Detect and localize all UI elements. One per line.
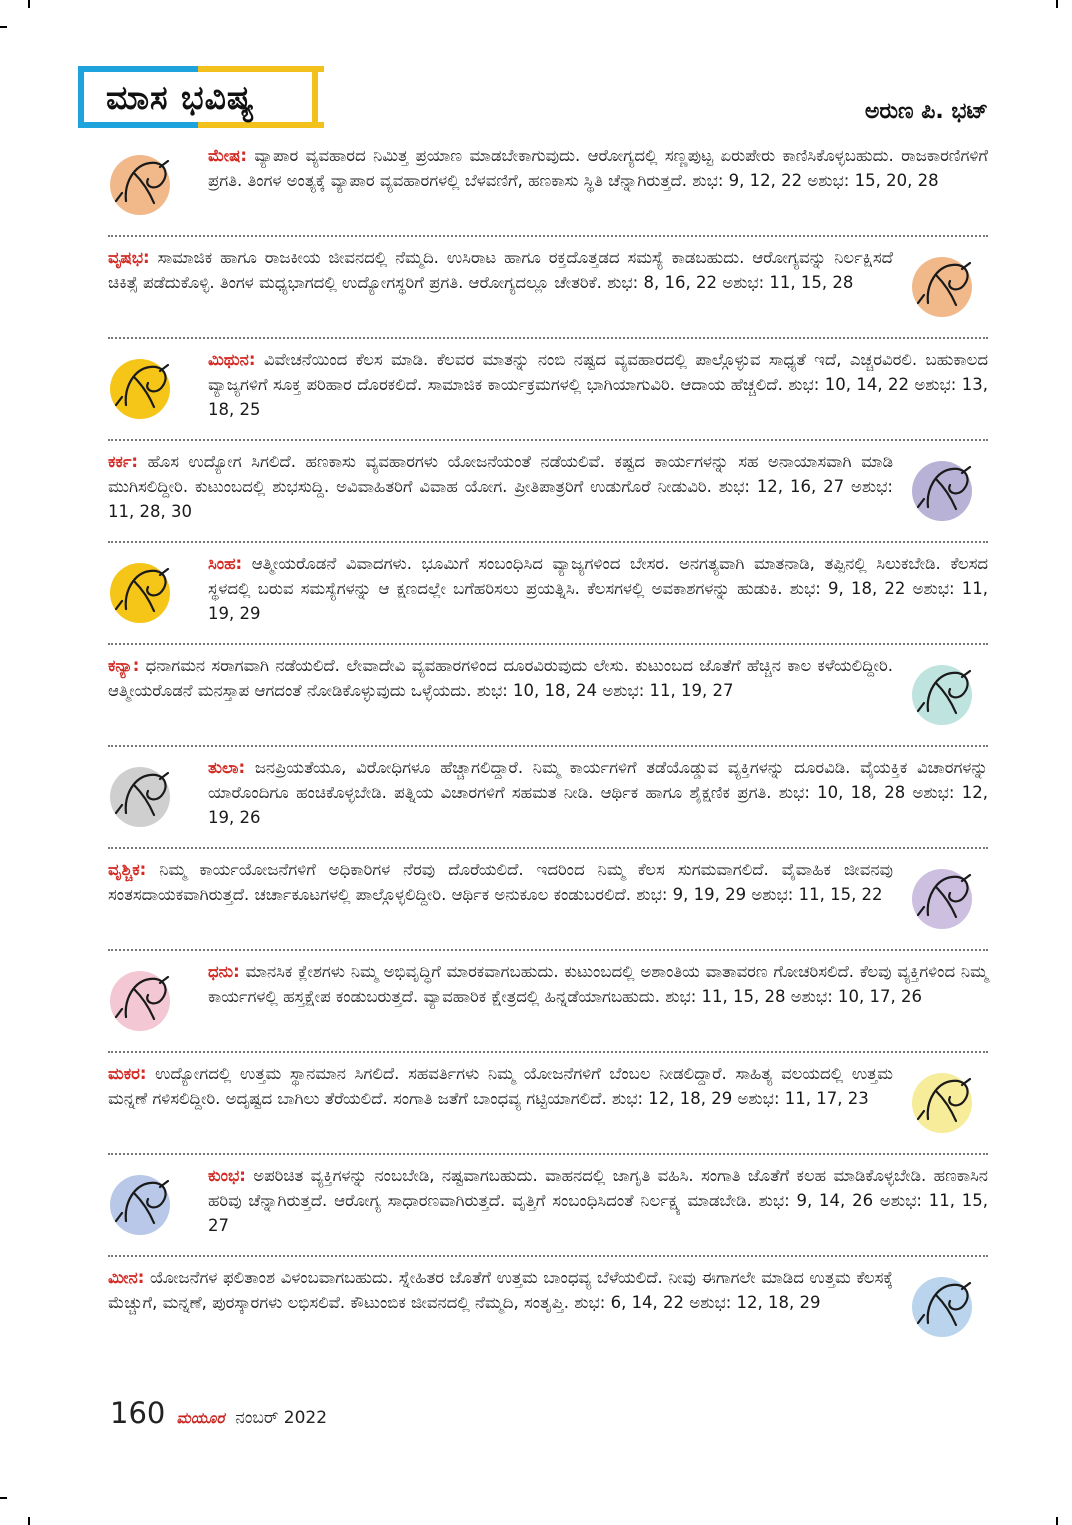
horoscope-entry <box>108 1265 988 1345</box>
prediction-text: ಯೋಜನೆಗಳ ಫಲಿತಾಂಶ ವಿಳಂಬವಾಗಬಹುದು. ಸ್ನೇಹಿತರ ಜೊತೆಗೆ ಉತ್ತಮ ಬಾಂಧವ್ಯ ಬೆಳೆಯಲಿದೆ. ನೀವು ಈಗಾಗಲೇ ಮಾಡಿದ ಉತ್ತಮ ಕೆಲಸಕ್ಕೆ ಮೆಚ್ಚುಗೆ, ಮನ್ನಣೆ, ಪುರಸ್ಕಾರಗಳು ಲಭಿಸಲಿವೆ. ಕೌಟುಂಬಿಕ ಜೀವನದಲ್ಲಿ ನೆಮ್ಮದಿ, ಸಂತೃಪ್ತಿ. ಶುಭ: 6, 14, 22 ಅಶುಭ: 12, 18, 29 <box>108 1268 893 1312</box>
horoscope-entry <box>108 449 988 529</box>
crop-mark <box>0 1497 7 1499</box>
horoscope-text <box>108 857 893 907</box>
horoscope-text <box>208 551 988 626</box>
ram-icon <box>104 143 184 223</box>
zodiac-sign-name: ಮಕರ: <box>108 1064 147 1083</box>
crop-mark <box>1056 0 1058 8</box>
horoscope-text <box>108 1061 893 1111</box>
horoscope-entry <box>108 1163 988 1243</box>
horoscope-entry <box>108 755 988 835</box>
prediction-text: ಉದ್ಯೋಗದಲ್ಲಿ ಉತ್ತಮ ಸ್ಥಾನಮಾನ ಸಿಗಲಿದೆ. ಸಹವರ್ತಿಗಳು ನಿಮ್ಮ ಯೋಜನೆಗಳಿಗೆ ಬೆಂಬಲ ನೀಡಲಿದ್ದಾರೆ. ಸಾಹಿತ್ಯ ವಲಯದಲ್ಲಿ ಉತ್ತಮ ಮನ್ನಣೆ ಗಳಿಸಲಿದ್ದೀರಿ. ಅದೃಷ್ಟದ ಬಾಗಿಲು ತೆರೆಯಲಿದೆ. ಸಂಗಾತಿ ಜತೆಗೆ ಬಾಂಧವ್ಯ ಗಟ್ಟಿಯಾಗಲಿದೆ. ಶುಭ: 12, 18, 29 ಅಶುಭ: 11, 17, 23 <box>108 1064 893 1108</box>
dotted-separator <box>108 1255 988 1257</box>
zodiac-sign-name: ಮೀನ: <box>108 1268 145 1287</box>
zodiac-sign-name: ಕರ್ಕ: <box>108 452 138 471</box>
horoscope-text <box>208 143 988 193</box>
scales-icon <box>104 755 184 835</box>
horoscope-entry <box>108 857 988 937</box>
magazine-name: ಮಯೂರ <box>176 1409 225 1427</box>
zodiac-sign-name: ಸಿಂಹ: <box>208 554 243 573</box>
dotted-separator <box>108 949 988 951</box>
prediction-text: ಮಾನಸಿಕ ಕ್ಲೇಶಗಳು ನಿಮ್ಮ ಅಭಿವೃದ್ಧಿಗೆ ಮಾರಕವಾಗಬಹುದು. ಕುಟುಂಬದಲ್ಲಿ ಅಶಾಂತಿಯ ವಾತಾವರಣ ಗೋಚರಿಸಲಿದೆ. ಕೆಲವು ವ್ಯಕ್ತಿಗಳಿಂದ ನಿಮ್ಮ ಕಾರ್ಯಗಳಲ್ಲಿ ಹಸ್ತಕ್ಷೇಪ ಕಂಡುಬರುತ್ತದೆ. ವ್ಯಾವಹಾರಿಕ ಕ್ಷೇತ್ರದಲ್ಲಿ ಹಿನ್ನಡೆಯಾಗಬಹುದು. ಶುಭ: 11, 15, 28 ಅಶುಭ: 10, 17, 26 <box>208 962 988 1006</box>
prediction-text: ಅಪರಿಚಿತ ವ್ಯಕ್ತಿಗಳನ್ನು ನಂಬಬೇಡಿ, ನಷ್ಟವಾಗಬಹುದು. ವಾಹನದಲ್ಲಿ ಜಾಗೃತಿ ವಹಿಸಿ. ಸಂಗಾತಿ ಜೊತೆಗೆ ಕಲಹ ಮಾಡಿಕೊಳ್ಳಬೇಡಿ. ಹಣಕಾಸಿನ ಹರಿವು ಚೆನ್ನಾಗಿರುತ್ತದೆ. ಆರೋಗ್ಯ ಸಾಧಾರಣವಾಗಿರುತ್ತದೆ. ವೃತ್ತಿಗೆ ಸಂಬಂಧಿಸಿದಂತೆ ನಿರ್ಲಕ್ಷ್ಯ ಮಾಡಬೇಡಿ. ಶುಭ: 9, 14, 26 ಅಶುಭ: 11, 15, 27 <box>208 1166 988 1235</box>
horoscope-entry <box>108 347 988 427</box>
water-pot-icon <box>104 1163 184 1243</box>
horoscope-text <box>108 449 893 524</box>
zodiac-sign-name: ಕುಂಭ: <box>208 1166 246 1185</box>
dotted-separator <box>108 643 988 645</box>
zodiac-sign-name: ತುಲಾ: <box>208 758 246 777</box>
section-title-box <box>78 66 318 128</box>
horoscope-entry <box>108 245 988 325</box>
twins-icon <box>104 347 184 427</box>
section-title: ಮಾಸ ಭವಿಷ್ಯ <box>106 78 255 117</box>
zodiac-sign-name: ವೃಶ್ಚಿಕ: <box>108 860 147 879</box>
horoscope-text <box>208 755 988 830</box>
page-footer <box>110 1396 327 1430</box>
prediction-text: ನಿಮ್ಮ ಕಾರ್ಯಯೋಜನೆಗಳಿಗೆ ಅಧಿಕಾರಿಗಳ ನೆರವು ದೊರೆಯಲಿದೆ. ಇದರಿಂದ ನಿಮ್ಮ ಕೆಲಸ ಸುಗಮವಾಗಲಿದೆ. ವೈವಾಹಿಕ ಜೀವನವು ಸಂತಸದಾಯಕವಾಗಿರುತ್ತದೆ. ಚರ್ಚಾಕೂಟಗಳಲ್ಲಿ ಪಾಲ್ಗೊಳ್ಳಲಿದ್ದೀರಿ. ಆರ್ಥಿಕ ಅನುಕೂಲ ಕಂಡುಬರಲಿದೆ. ಶುಭ: 9, 19, 29 ಅಶುಭ: 11, 15, 22 <box>108 860 894 904</box>
prediction-text: ಆತ್ಮೀಯರೊಡನೆ ವಿವಾದಗಳು. ಭೂಮಿಗೆ ಸಂಬಂಧಿಸಿದ ವ್ಯಾಜ್ಯಗಳಿಂದ ಬೇಸರ. ಅನಗತ್ಯವಾಗಿ ಮಾತನಾಡಿ, ತಪ್ಪಿನಲ್ಲಿ ಸಿಲುಕಬೇಡಿ. ಕೆಲಸದ ಸ್ಥಳದಲ್ಲಿ ಬರುವ ಸಮಸ್ಯೆಗಳನ್ನು ಆ ಕ್ಷಣದಲ್ಲೇ ಬಗೆಹರಿಸಲು ಪ್ರಯತ್ನಿಸಿ. ಕೆಲಸಗಳಲ್ಲಿ ಅವಕಾಶಗಳನ್ನು ಹುಡುಕಿ. ಶುಭ: 9, 18, 22 ಅಶುಭ: 11, 19, 29 <box>208 554 988 623</box>
prediction-text: ಜನಪ್ರಿಯತೆಯೂ, ವಿರೋಧಿಗಳೂ ಹೆಚ್ಚಾಗಲಿದ್ದಾರೆ. ನಿಮ್ಮ ಕಾರ್ಯಗಳಿಗೆ ತಡೆಯೊಡ್ಡುವ ವ್ಯಕ್ತಿಗಳನ್ನು ದೂರವಿಡಿ. ವೈಯಕ್ತಿಕ ವಿಚಾರಗಳನ್ನು ಯಾರೊಂದಿಗೂ ಹಂಚಿಕೊಳ್ಳಬೇಡಿ. ಪತ್ನಿಯ ವಿಚಾರಗಳಿಗೆ ಸಹಮತ ನೀಡಿ. ಆರ್ಥಿಕ ಹಾಗೂ ಶೈಕ್ಷಣಿಕ ಪ್ರಗತಿ. ಶುಭ: 10, 18, 28 ಅಶುಭ: 12, 19, 26 <box>208 758 988 827</box>
crop-mark <box>1056 1517 1058 1525</box>
bull-icon <box>906 245 986 325</box>
zodiac-sign-name: ಮೇಷ: <box>208 146 247 165</box>
horoscope-entry <box>108 551 988 631</box>
prediction-text: ವಿವೇಚನೆಯಿಂದ ಕೆಲಸ ಮಾಡಿ. ಕೆಲವರ ಮಾತನ್ನು ನಂಬಿ ನಷ್ಟದ ವ್ಯವಹಾರದಲ್ಲಿ ಪಾಲ್ಗೊಳ್ಳುವ ಸಾಧ್ಯತೆ ಇದೆ, ಎಚ್ಚರವಿರಲಿ. ಬಹುಕಾಲದ ವ್ಯಾಜ್ಯಗಳಿಗೆ ಸೂಕ್ತ ಪರಿಹಾರ ದೊರಕಲಿದೆ. ಸಾಮಾಜಿಕ ಕಾರ್ಯಕ್ರಮಗಳಲ್ಲಿ ಭಾಗಿಯಾಗುವಿರಿ. ಆದಾಯ ಹೆಚ್ಚಲಿದೆ. ಶುಭ: 10, 14, 22 ಅಶುಭ: 13, 18, 25 <box>208 350 989 419</box>
issue-month: ನಂಬರ್ 2022 <box>235 1408 328 1428</box>
crop-mark <box>0 26 7 28</box>
horoscope-entry <box>108 1061 988 1141</box>
zodiac-sign-name: ಕನ್ಯಾ: <box>108 656 140 675</box>
horoscope-entry <box>108 143 988 223</box>
dotted-separator <box>108 1153 988 1155</box>
maiden-icon <box>906 653 986 733</box>
scorpion-icon <box>906 857 986 937</box>
page-number: 160 <box>110 1396 166 1430</box>
horoscope-text <box>108 245 893 295</box>
horoscope-entry <box>108 653 988 733</box>
horoscope-text <box>108 1265 893 1315</box>
dotted-separator <box>108 745 988 747</box>
archer-icon <box>104 959 184 1039</box>
dotted-separator <box>108 541 988 543</box>
fish-icon <box>906 1265 986 1345</box>
prediction-text: ಸಾಮಾಜಿಕ ಹಾಗೂ ರಾಜಕೀಯ ಜೀವನದಲ್ಲಿ ನೆಮ್ಮದಿ. ಉಸಿರಾಟ ಹಾಗೂ ರಕ್ತದೊತ್ತಡದ ಸಮಸ್ಯೆ ಕಾಡಬಹುದು. ಆರೋಗ್ಯವನ್ನು ನಿರ್ಲಕ್ಷಿಸದೆ ಚಿಕಿತ್ಸೆ ಪಡೆದುಕೊಳ್ಳಿ. ತಿಂಗಳ ಮಧ್ಯಭಾಗದಲ್ಲಿ ಉದ್ಯೋಗಸ್ಥರಿಗೆ ಪ್ರಗತಿ. ಆರೋಗ್ಯದಲ್ಲೂ ಚೇತರಿಕೆ. ಶುಭ: 8, 16, 22 ಅಶುಭ: 11, 15, 28 <box>108 248 893 292</box>
dotted-separator <box>108 235 988 237</box>
author-name: ಅರುಣ ಪಿ. ಭಟ್ <box>864 99 988 124</box>
zodiac-sign-name: ಮಿಥುನ: <box>208 350 256 369</box>
crab-icon <box>906 449 986 529</box>
lion-icon <box>104 551 184 631</box>
zodiac-sign-name: ಧನು: <box>208 962 240 981</box>
prediction-text: ವ್ಯಾಪಾರ ವ್ಯವಹಾರದ ನಿಮಿತ್ತ ಪ್ರಯಾಣ ಮಾಡಬೇಕಾಗುವುದು. ಆರೋಗ್ಯದಲ್ಲಿ ಸಣ್ಣಪುಟ್ಟ ಏರುಪೇರು ಕಾಣಿಸಿಕೊಳ್ಳಬಹುದು. ರಾಜಕಾರಣಿಗಳಿಗೆ ಪ್ರಗತಿ. ತಿಂಗಳ ಅಂತ್ಯಕ್ಕೆ ವ್ಯಾಪಾರ ವ್ಯವಹಾರಗಳಲ್ಲಿ ಬೆಳವಣಿಗೆ, ಹಣಕಾಸು ಸ್ಥಿತಿ ಚೆನ್ನಾಗಿರುತ್ತದೆ. ಶುಭ: 9, 12, 22 ಅಶುಭ: 15, 20, 28 <box>208 146 988 190</box>
dotted-separator <box>108 1051 988 1053</box>
zodiac-sign-name: ವೃಷಭ: <box>108 248 150 267</box>
dotted-separator <box>108 439 988 441</box>
dotted-separator <box>108 337 988 339</box>
horoscope-text <box>208 1163 988 1238</box>
crocodile-icon <box>906 1061 986 1141</box>
horoscope-entry <box>108 959 988 1039</box>
prediction-text: ಧನಾಗಮನ ಸರಾಗವಾಗಿ ನಡೆಯಲಿದೆ. ಲೇವಾದೇವಿ ವ್ಯವಹಾರಗಳಿಂದ ದೂರವಿರುವುದು ಲೇಸು. ಕುಟುಂಬದ ಜೊತೆಗೆ ಹೆಚ್ಚಿನ ಕಾಲ ಕಳೆಯಲಿದ್ದೀರಿ. ಆತ್ಮೀಯರೊಡನೆ ಮನಸ್ತಾಪ ಆಗದಂತೆ ನೋಡಿಕೊಳ್ಳುವುದು ಒಳ್ಳೆಯದು. ಶುಭ: 10, 18, 24 ಅಶುಭ: 11, 19, 27 <box>108 656 894 700</box>
crop-mark <box>28 1517 30 1525</box>
prediction-text: ಹೊಸ ಉದ್ಯೋಗ ಸಿಗಲಿದೆ. ಹಣಕಾಸು ವ್ಯವಹಾರಗಳು ಯೋಜನೆಯಂತೆ ನಡೆಯಲಿವೆ. ಕಷ್ಟದ ಕಾರ್ಯಗಳನ್ನು ಸಹ ಅನಾಯಾಸವಾಗಿ ಮಾಡಿ ಮುಗಿಸಲಿದ್ದೀರಿ. ಕುಟುಂಬದಲ್ಲಿ ಶುಭಸುದ್ದಿ. ಅವಿವಾಹಿತರಿಗೆ ವಿವಾಹ ಯೋಗ. ಪ್ರೀತಿಪಾತ್ರರಿಗೆ ಉಡುಗೊರೆ ನೀಡುವಿರಿ. ಶುಭ: 12, 16, 27 ಅಶುಭ: 11, 28, 30 <box>108 452 894 521</box>
dotted-separator <box>108 847 988 849</box>
horoscope-text <box>208 959 988 1009</box>
crop-mark <box>28 0 30 8</box>
horoscope-text <box>208 347 988 422</box>
horoscope-text <box>108 653 893 703</box>
